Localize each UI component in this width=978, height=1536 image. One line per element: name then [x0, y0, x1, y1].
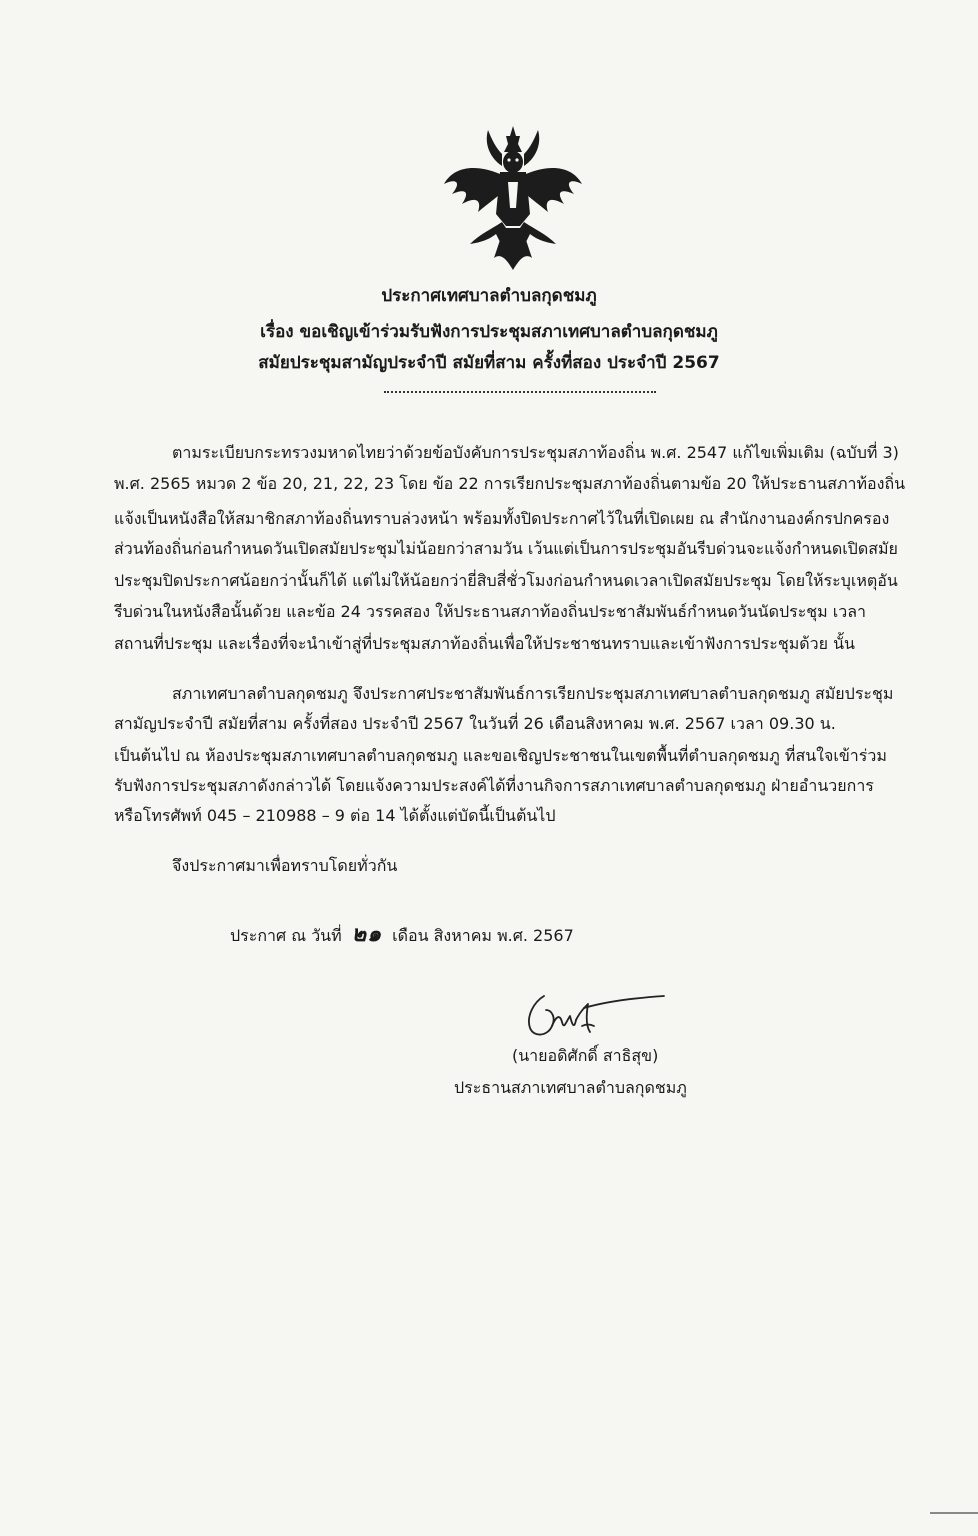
announcement-day-handwritten: ๒๑ — [351, 921, 383, 947]
paragraph1-line: รีบด่วนในหนังสือนั้นด้วย และข้อ 24 วรรคสอง ให้ประธานสภาท้องถิ่นประชาสัมพันธ์กำหนดวันนัดประชุม เวลา — [114, 602, 867, 621]
announcement-date — [230, 916, 574, 951]
paragraph1-line: พ.ศ. 2565 หมวด 2 ข้อ 20, 21, 22, 23 โดย ข้อ 22 การเรียกประชุมสภาท้องถิ่นตามข้อ 20 ให้ประธานสภาท้องถิ่น — [114, 474, 906, 493]
paragraph1-line: แจ้งเป็นหนังสือให้สมาชิกสภาท้องถิ่นทราบล่วงหน้า พร้อมทั้งปิดประกาศไว้ในที่เปิดเผย ณ สำนักงานองค์กรปกครอง — [114, 509, 890, 528]
announcement-date-prefix: ประกาศ ณ วันที่ — [230, 926, 342, 945]
paragraph1-line: ตามระเบียบกระทรวงมหาดไทยว่าด้วยข้อบังคับการประชุมสภาท้องถิ่น พ.ศ. 2547 แก้ไขเพิ่มเติม (ฉบับที่ 3) — [172, 443, 899, 462]
handwritten-signature — [514, 990, 670, 1044]
page-edge-mark — [930, 1512, 978, 1514]
paragraph2-line: หรือโทรศัพท์ 045 – 210988 – 9 ต่อ 14 ได้ตั้งแต่บัดนี้เป็นต้นไป — [114, 806, 556, 825]
garuda-emblem-icon — [440, 122, 586, 274]
paragraph1-line: ประชุมปิดประกาศน้อยกว่านั้นก็ได้ แต่ไม่ให้น้อยกว่ายี่สิบสี่ชั่วโมงก่อนกำหนดเวลาเปิดสมัยประชุม โดยให้ระบุเหตุอัน — [114, 571, 898, 590]
document-session: สมัยประชุมสามัญประจำปี สมัยที่สาม ครั้งที่สอง ประจำปี 2567 — [258, 353, 720, 373]
closing-statement: จึงประกาศมาเพื่อทราบโดยทั่วกัน — [172, 856, 398, 875]
paragraph2-line: สภาเทศบาลตำบลกุดชมภู จึงประกาศประชาสัมพันธ์การเรียกประชุมสภาเทศบาลตำบลกุดชมภู สมัยประชุม — [172, 684, 894, 703]
document-issuer: ประกาศเทศบาลตำบลกุดชมภู — [381, 286, 597, 306]
signer-position: ประธานสภาเทศบาลตำบลกุดชมภู — [454, 1078, 687, 1097]
paragraph1-line: ส่วนท้องถิ่นก่อนกำหนดวันเปิดสมัยประชุมไม่น้อยกว่าสามวัน เว้นแต่เป็นการประชุมอันรีบด่วนจะแจ้งกำหนดเปิดสมัย — [114, 539, 898, 558]
paragraph2-line: รับฟังการประชุมสภาดังกล่าวได้ โดยแจ้งความประสงค์ได้ที่งานกิจการสภาเทศบาลตำบลกุดชมภู ฝ่ายอำนวยการ — [114, 776, 874, 795]
paragraph2-line: เป็นต้นไป ณ ห้องประชุมสภาเทศบาลตำบลกุดชมภู และขอเชิญประชาชนในเขตพื้นที่ตำบลกุดชมภู ที่สนใจเข้าร่วม — [114, 746, 887, 765]
document-subject: เรื่อง ขอเชิญเข้าร่วมรับฟังการประชุมสภาเทศบาลตำบลกุดชมภู — [260, 322, 718, 342]
announcement-date-suffix: เดือน สิงหาคม พ.ศ. 2567 — [392, 926, 574, 945]
paragraph2-line: สามัญประจำปี สมัยที่สาม ครั้งที่สอง ประจำปี 2567 ในวันที่ 26 เดือนสิงหาคม พ.ศ. 2567 เวลา 09.30 น. — [114, 714, 836, 733]
header-divider — [384, 391, 656, 393]
signer-name: (นายอดิศักดิ์ สาธิสุข) — [512, 1046, 659, 1065]
paragraph1-line: สถานที่ประชุม และเรื่องที่จะนำเข้าสู่ที่ประชุมสภาท้องถิ่นเพื่อให้ประชาชนทราบและเข้าฟังการประชุมด้วย นั้น — [114, 634, 855, 653]
